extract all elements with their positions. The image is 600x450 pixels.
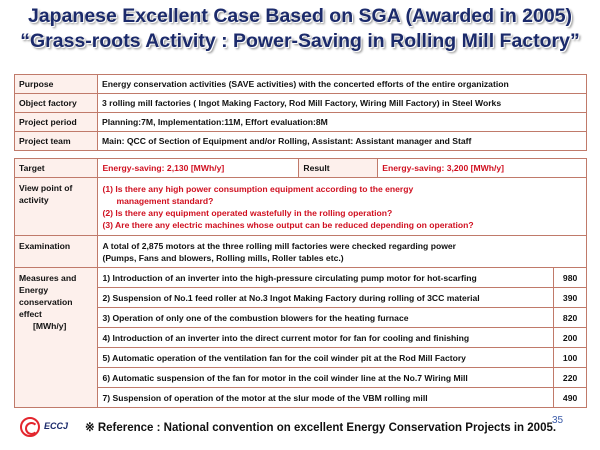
measures-label bbox=[15, 268, 98, 408]
footer bbox=[0, 413, 600, 450]
overview-label: Project team bbox=[15, 132, 98, 151]
measure-value: 980 bbox=[554, 268, 587, 288]
title-line-1: Japanese Excellent Case Based on SGA (Awarded in 2005) bbox=[27, 5, 573, 27]
overview-row bbox=[15, 113, 587, 132]
overview-row bbox=[15, 94, 587, 113]
measures-label-line: Energy bbox=[19, 285, 49, 295]
measure-row bbox=[15, 388, 587, 408]
measure-text: 4) Introduction of an inverter into the direct current motor for fan for cooling and finishing bbox=[98, 328, 554, 348]
measure-value: 100 bbox=[554, 348, 587, 368]
reference-note: ※ Reference : National convention on excellent Energy Conservation Projects in 2005. bbox=[85, 422, 557, 434]
viewpoint-item: (1) Is there any high power consumption equipment according to the energy bbox=[102, 183, 414, 194]
page-number: 35 bbox=[552, 415, 564, 426]
examination-label: Examination bbox=[15, 236, 98, 268]
examination-line: A total of 2,875 motors at the three rolling mill factories were checked regarding power bbox=[102, 240, 457, 251]
examination-row bbox=[15, 236, 587, 268]
measure-row bbox=[15, 328, 587, 348]
viewpoint-row bbox=[15, 178, 587, 236]
examination-line: (Pumps, Fans and blowers, Rolling mills, Roller tables etc.) bbox=[102, 252, 344, 263]
measure-value: 220 bbox=[554, 368, 587, 388]
details-table bbox=[14, 158, 587, 408]
measure-value: 390 bbox=[554, 288, 587, 308]
viewpoint-list bbox=[98, 178, 587, 236]
overview-value: Main: QCC of Section of Equipment and/or Rolling, Assistant: Assistant manager and Staff bbox=[98, 132, 587, 151]
measure-text: 3) Operation of only one of the combustion blowers for the heating furnace bbox=[98, 308, 554, 328]
measure-text: 2) Suspension of No.1 feed roller at No.3 Ingot Making Factory during rolling of 3CC material bbox=[98, 288, 554, 308]
overview-row bbox=[15, 132, 587, 151]
overview-label: Project period bbox=[15, 113, 98, 132]
overview-label: Object factory bbox=[15, 94, 98, 113]
measure-value: 490 bbox=[554, 388, 587, 408]
measures-label-line: Measures and bbox=[19, 273, 77, 283]
overview-value: Energy conservation activities (SAVE activities) with the concerted efforts of the entire organization bbox=[98, 75, 587, 94]
measures-label-line: conservation bbox=[19, 297, 73, 307]
overview-value: 3 rolling mill factories ( Ingot Making Factory, Rod Mill Factory, Wiring Mill Factory) in Steel Works bbox=[98, 94, 587, 113]
measure-value: 200 bbox=[554, 328, 587, 348]
eccj-logo-icon bbox=[20, 417, 40, 437]
measure-value: 820 bbox=[554, 308, 587, 328]
result-value: Energy-saving: 3,200 [MWh/y] bbox=[378, 159, 587, 178]
measure-text: 5) Automatic operation of the ventilation fan for the coil winder pit at the Rod Mill Factory bbox=[98, 348, 554, 368]
measure-row bbox=[15, 348, 587, 368]
measures-label-line: effect bbox=[19, 309, 42, 319]
result-label: Result bbox=[299, 159, 378, 178]
measure-row bbox=[15, 308, 587, 328]
target-value: Energy-saving: 2,130 [MWh/y] bbox=[98, 159, 299, 178]
overview-label: Purpose bbox=[15, 75, 98, 94]
examination-text bbox=[98, 236, 587, 268]
viewpoint-label: View point of activity bbox=[15, 178, 98, 236]
title-line-2: “Grass-roots Activity : Power-Saving in Rolling Mill Factory” bbox=[20, 30, 580, 52]
measure-row bbox=[15, 288, 587, 308]
viewpoint-item: (3) Are there any electric machines whose output can be reduced depending on operation? bbox=[102, 219, 474, 230]
overview-value: Planning:7M, Implementation:11M, Effort evaluation:8M bbox=[98, 113, 587, 132]
target-row bbox=[15, 159, 587, 178]
viewpoint-item: (2) Is there any equipment operated wastefully in the rolling operation? bbox=[102, 207, 393, 218]
measure-row bbox=[15, 368, 587, 388]
slide-title bbox=[0, 4, 600, 54]
measure-text: 1) Introduction of an inverter into the high-pressure circulating pump motor for hot-scarfing bbox=[98, 268, 554, 288]
measure-text: 6) Automatic suspension of the fan for motor in the coil winder line at the No.7 Wiring Mill bbox=[98, 368, 554, 388]
measure-row bbox=[15, 268, 587, 288]
measures-label-line: [MWh/y] bbox=[33, 321, 67, 331]
measure-text: 7) Suspension of operation of the motor at the slur mode of the VBM rolling mill bbox=[98, 388, 554, 408]
viewpoint-item: management standard? bbox=[116, 195, 214, 206]
eccj-logo-text: ECCJ bbox=[44, 421, 69, 431]
target-label: Target bbox=[15, 159, 98, 178]
overview-row bbox=[15, 75, 587, 94]
overview-table bbox=[14, 74, 587, 151]
